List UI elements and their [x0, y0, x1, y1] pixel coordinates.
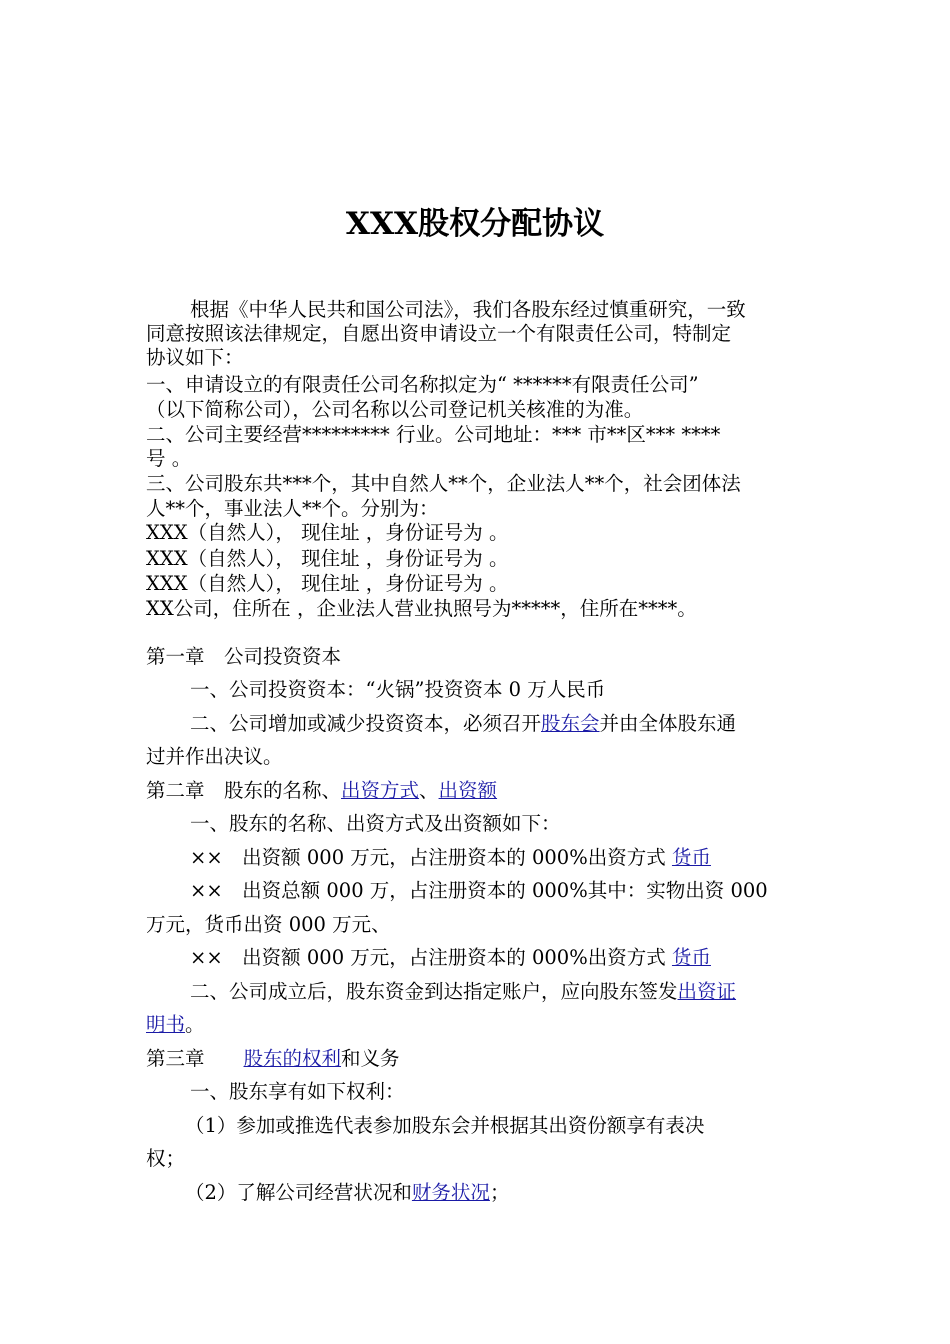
clause-line: 人**个，事业法人**个。分别为： [146, 497, 439, 520]
clause-line: 二、公司主要经营********* 行业。公司地址：*** 市**区*** **** [146, 423, 721, 446]
rights-item-1-cont: 权； [146, 1147, 186, 1170]
clause-line: （以下简称公司），公司名称以公司登记机关核准的为准。 [146, 398, 644, 421]
contribution-row-1: ×× 出资额 000 万元，占注册资本的 000%出资方式 货币 [190, 846, 711, 869]
chapter-2-item-2: 二、公司成立后，股东资金到达指定账户，应向股东签发出资证 [190, 980, 737, 1003]
shareholder-line: XXX（自然人）， 现住址 ，身份证号为 。 [146, 572, 509, 595]
chapter-1-item-2-cont: 过并作出决议。 [146, 745, 283, 768]
shareholder-meeting-link[interactable]: 股东会 [541, 712, 600, 735]
contribution-row-2-cont: 万元，货币出资 000 万元、 [146, 913, 391, 936]
chapter-3-heading: 第三章 股东的权利和义务 [146, 1047, 400, 1070]
clause-line: 三、公司股东共***个，其中自然人**个，企业法人**个，社会团体法 [146, 472, 741, 495]
chapter-3-item-1: 一、股东享有如下权利： [190, 1080, 405, 1103]
capital-certificate-link-cont[interactable]: 明书 [146, 1013, 186, 1036]
clause-line: 一、申请设立的有限责任公司名称拟定为“ ******有限责任公司” [146, 373, 699, 396]
shareholder-line: XXX（自然人）， 现住址 ，身份证号为 。 [146, 547, 509, 570]
intro-line-3: 协议如下： [146, 346, 244, 369]
financial-status-link[interactable]: 财务状况 [411, 1181, 490, 1204]
chapter-1-heading: 第一章 公司投资资本 [146, 645, 342, 668]
chapter-2-item-2-cont: 明书。 [146, 1013, 205, 1036]
contribution-row-3: ×× 出资额 000 万元，占注册资本的 000%出资方式 货币 [190, 946, 711, 969]
chapter-1-item-1: 一、公司投资资本：“火锅”投资资本 0 万人民币 [190, 678, 606, 701]
document-title: XXX股权分配协议 [345, 206, 605, 242]
shareholder-line: XX公司，住所在 ，企业法人营业执照号为*****，住所在****。 [146, 597, 697, 620]
shareholder-rights-link[interactable]: 股东的权利 [243, 1047, 342, 1070]
capital-certificate-link[interactable]: 出资证 [677, 980, 737, 1003]
contribution-row-2: ×× 出资总额 000 万，占注册资本的 000%其中：实物出资 000 [190, 879, 768, 902]
intro-line-1: 根据《中华人民共和国公司法》，我们各股东经过慎重研究，一致 [190, 298, 746, 321]
chapter-2-item-1: 一、股东的名称、出资方式及出资额如下： [190, 812, 561, 835]
rights-item-1: （1）参加或推选代表参加股东会并根据其出资份额享有表决 [185, 1114, 705, 1137]
rights-item-2: （2）了解公司经营状况和财务状况； [185, 1181, 510, 1204]
intro-line-2: 同意按照该法律规定，自愿出资申请设立一个有限责任公司，特制定 [146, 322, 732, 345]
contribution-method-link[interactable]: 出资方式 [341, 779, 420, 802]
chapter-1-item-2: 二、公司增加或减少投资资本，必须召开股东会并由全体股东通 [190, 712, 737, 735]
chapter-2-heading: 第二章 股东的名称、出资方式、出资额 [146, 779, 498, 802]
shareholder-line: XXX（自然人）， 现住址 ，身份证号为 。 [146, 521, 509, 544]
contribution-amount-link[interactable]: 出资额 [438, 779, 498, 802]
currency-link[interactable]: 货币 [671, 846, 711, 869]
currency-link[interactable]: 货币 [671, 946, 711, 969]
clause-line: 号 。 [146, 447, 192, 470]
